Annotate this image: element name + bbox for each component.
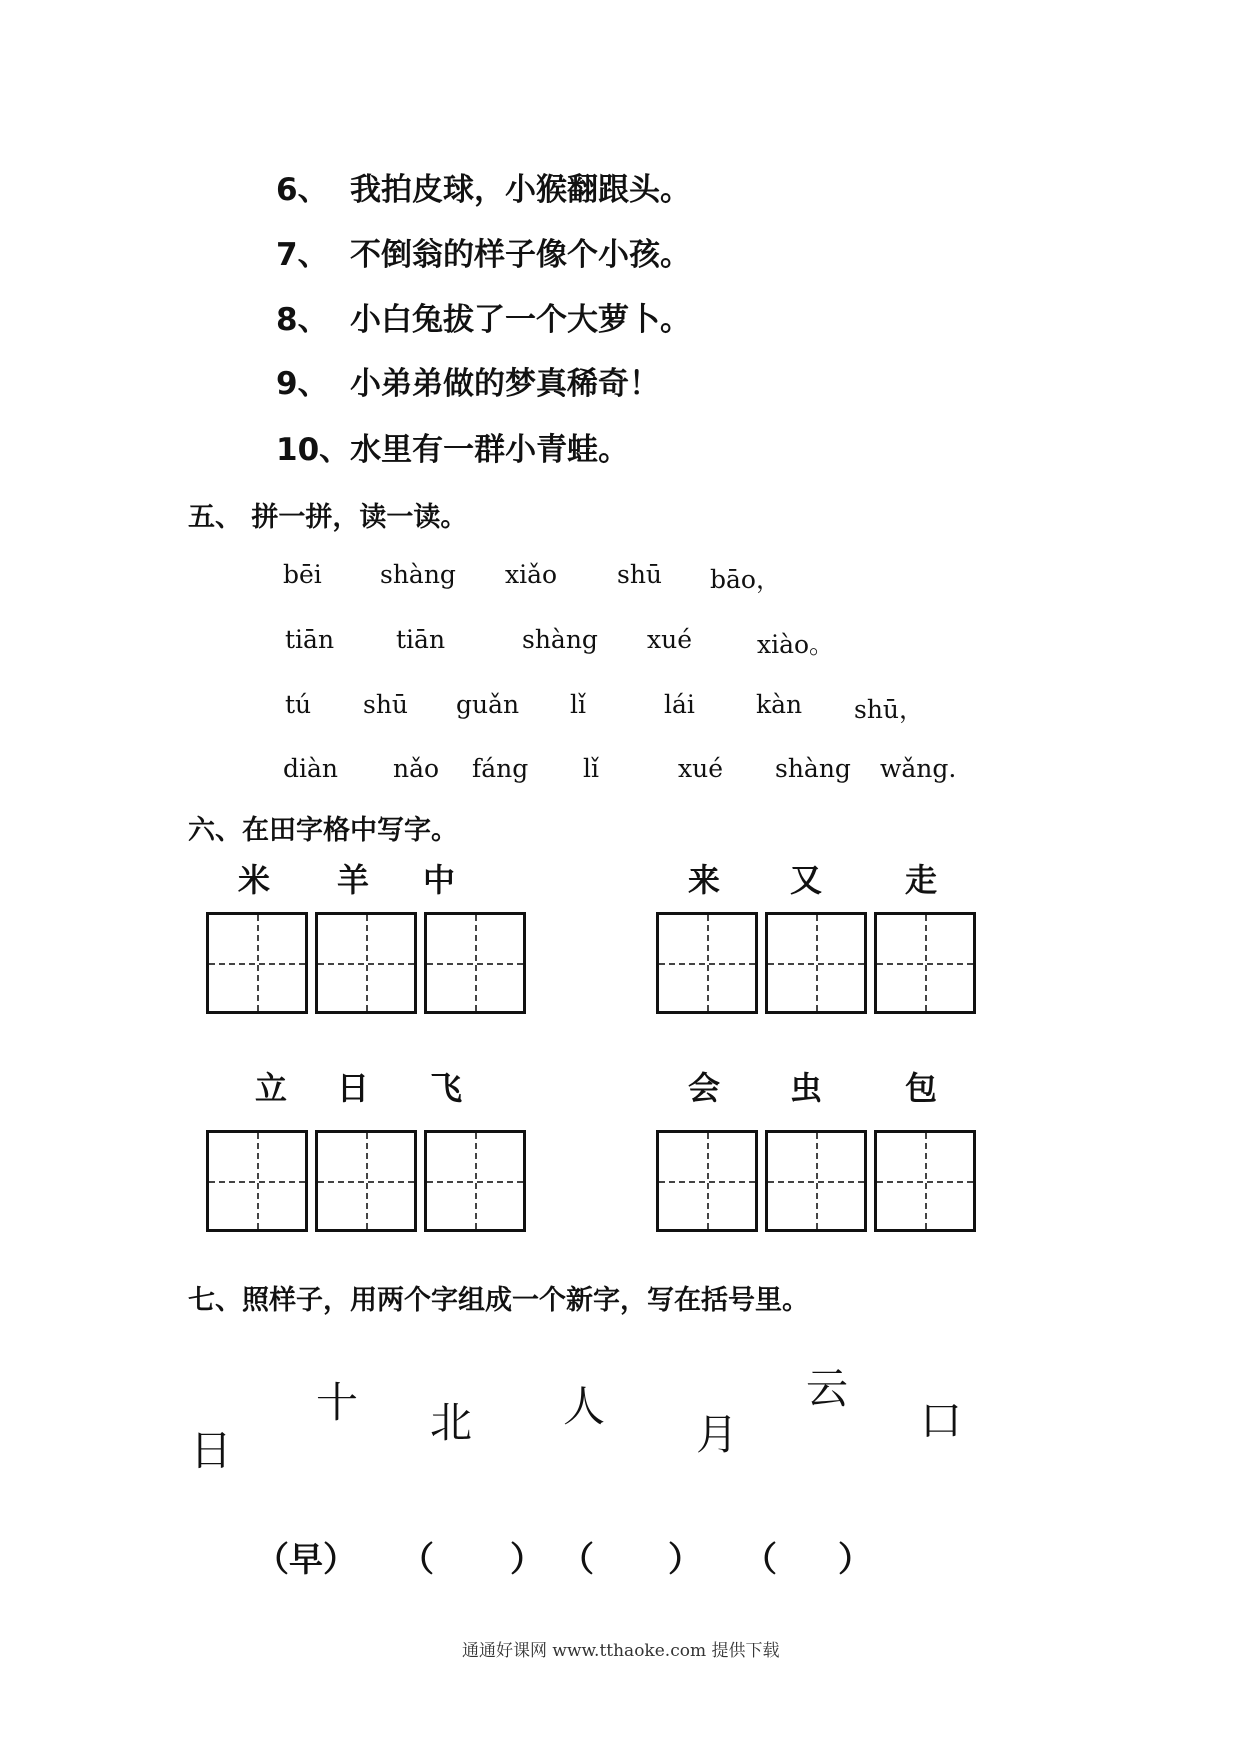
sentence-number: 10、 xyxy=(276,432,351,468)
section-7-title: 七、照样子，用两个字组成一个新字，写在括号里。 xyxy=(188,1285,809,1316)
answer-open-paren: （ xyxy=(560,1540,594,1580)
pinyin-syllable: nǎo xyxy=(393,754,440,783)
answer-close-paren[interactable]: ） xyxy=(838,1540,872,1580)
pinyin-line-4 xyxy=(0,754,1240,786)
practice-char: 来 xyxy=(688,861,721,899)
sentence-number: 7、 xyxy=(276,237,329,273)
pinyin-syllable: fáng xyxy=(472,754,529,783)
sentence-text: 小弟弟做的梦真稀奇！ xyxy=(350,366,660,402)
tianzige-box[interactable] xyxy=(656,912,758,1014)
answer-open-paren: （ xyxy=(743,1540,777,1580)
practice-char: 米 xyxy=(238,861,271,899)
pinyin-syllable: shàng xyxy=(522,625,598,654)
answer-example: （早） xyxy=(255,1540,357,1580)
pinyin-syllable: bēi xyxy=(283,560,322,589)
practice-char: 会 xyxy=(688,1069,721,1107)
section-5-title: 五、 拼一拼，读一读。 xyxy=(188,502,468,533)
sentence-7 xyxy=(276,229,691,274)
practice-char: 中 xyxy=(423,861,456,899)
answer-close-paren[interactable]: ） xyxy=(668,1540,702,1580)
tianzige-box[interactable] xyxy=(315,912,417,1014)
sentence-10 xyxy=(276,424,629,469)
pinyin-syllable: shàng xyxy=(775,754,851,783)
component-char: 月 xyxy=(696,1410,739,1459)
component-char: 北 xyxy=(430,1398,473,1447)
pinyin-syllable: shū xyxy=(363,690,409,719)
tianzige-box[interactable] xyxy=(765,912,867,1014)
tianzige-grid-right-2 xyxy=(656,1130,976,1232)
pinyin-line-2 xyxy=(0,625,1240,657)
sentence-8 xyxy=(276,294,691,339)
answer-close-paren[interactable]: ） xyxy=(510,1540,544,1580)
practice-char: 羊 xyxy=(337,861,370,899)
pinyin-syllable: shàng xyxy=(380,560,456,589)
tianzige-grid-left-2 xyxy=(206,1130,526,1232)
pinyin-syllable: xiào。 xyxy=(757,630,835,659)
component-char: 人 xyxy=(563,1382,606,1431)
pinyin-syllable: xué xyxy=(678,754,723,783)
pinyin-syllable: xué xyxy=(647,625,692,654)
pinyin-syllable: shū， xyxy=(854,695,925,724)
tianzige-box[interactable] xyxy=(765,1130,867,1232)
practice-char: 飞 xyxy=(430,1069,463,1107)
pinyin-syllable: tú xyxy=(285,690,312,719)
sentence-number: 8、 xyxy=(276,302,329,338)
pinyin-syllable: xiǎo xyxy=(505,560,558,589)
component-char: 云 xyxy=(806,1364,849,1413)
practice-char: 又 xyxy=(790,861,823,899)
tianzige-grid-left-1 xyxy=(206,912,526,1014)
component-char: 日 xyxy=(190,1426,233,1475)
practice-char: 包 xyxy=(905,1069,938,1107)
tianzige-box[interactable] xyxy=(315,1130,417,1232)
sentence-9 xyxy=(276,358,660,403)
sentence-text: 我拍皮球，小猴翻跟头。 xyxy=(350,172,691,208)
pinyin-syllable: guǎn xyxy=(456,690,520,719)
component-char: 口 xyxy=(920,1396,963,1445)
tianzige-box[interactable] xyxy=(424,912,526,1014)
page-footer: 通通好课网 www.tthaoke.com 提供下载 xyxy=(462,1641,780,1661)
section-6-title: 六、在田字格中写字。 xyxy=(188,815,458,846)
pinyin-syllable: kàn xyxy=(756,690,803,719)
pinyin-syllable: lǐ xyxy=(583,754,599,783)
practice-char: 日 xyxy=(337,1069,370,1107)
tianzige-box[interactable] xyxy=(874,1130,976,1232)
pinyin-syllable: diàn xyxy=(283,754,339,783)
component-char: 十 xyxy=(316,1378,359,1427)
pinyin-syllable: bāo， xyxy=(710,565,781,594)
pinyin-syllable: shū xyxy=(617,560,663,589)
tianzige-box[interactable] xyxy=(874,912,976,1014)
pinyin-line-1 xyxy=(0,560,1240,592)
practice-char: 走 xyxy=(905,861,938,899)
sentence-text: 小白兔拔了一个大萝卜。 xyxy=(350,302,691,338)
pinyin-syllable: lái xyxy=(664,690,695,719)
sentence-number: 9、 xyxy=(276,366,329,402)
pinyin-syllable: lǐ xyxy=(570,690,586,719)
pinyin-line-3 xyxy=(0,690,1240,722)
tianzige-box[interactable] xyxy=(656,1130,758,1232)
sentence-6 xyxy=(276,164,691,209)
pinyin-syllable: tiān xyxy=(285,625,335,654)
tianzige-grid-right-1 xyxy=(656,912,976,1014)
practice-char: 虫 xyxy=(790,1069,823,1107)
sentence-text: 水里有一群小青蛙。 xyxy=(350,432,630,468)
sentence-number: 6、 xyxy=(276,172,329,208)
practice-char: 立 xyxy=(255,1069,288,1107)
pinyin-syllable: wǎng. xyxy=(880,754,957,783)
sentence-text: 不倒翁的样子像个小孩。 xyxy=(350,237,691,273)
pinyin-syllable: tiān xyxy=(396,625,446,654)
answer-open-paren: （ xyxy=(400,1540,434,1580)
tianzige-box[interactable] xyxy=(206,1130,308,1232)
tianzige-box[interactable] xyxy=(206,912,308,1014)
tianzige-box[interactable] xyxy=(424,1130,526,1232)
